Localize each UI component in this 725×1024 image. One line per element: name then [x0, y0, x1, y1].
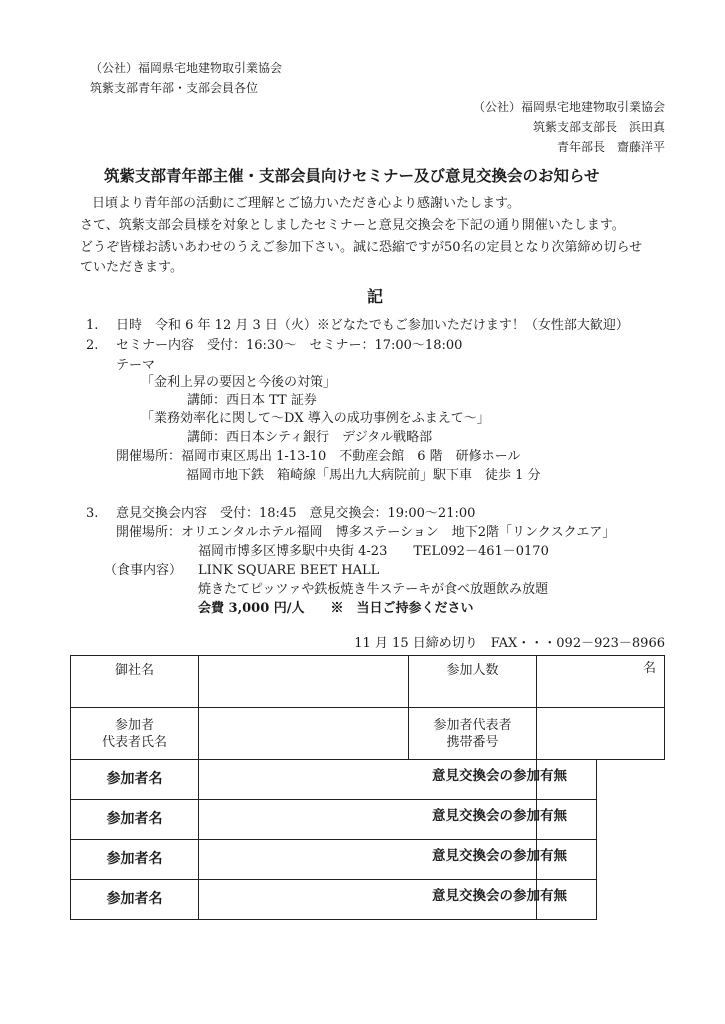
meal-description: 焼きたてピッツァや鉄板焼き牛ステーキが食べ放題飲み放題 [198, 582, 549, 597]
theme-1: 「金利上昇の要因と今後の対策」 [141, 375, 337, 390]
count-unit: 名 [643, 661, 657, 676]
exchange-address: 福岡市博多区博多駅中央街 4-23 TEL092－461－0170 [198, 544, 549, 559]
meal-label: （食事内容） [104, 563, 183, 578]
representative-label-line-1: 参加者 [114, 717, 154, 733]
participant-row [71, 880, 665, 920]
fee-note: 会費 3,000 円/人 ※ 当日ご持参ください [198, 601, 474, 616]
phone-label [409, 708, 537, 760]
item-1-number: 1. [86, 318, 99, 333]
theme-1-speaker: 講師：西日本 TT 証券 [187, 393, 317, 408]
intro-line-4: ていただきます。 [80, 260, 183, 275]
participant-label: 参加者名 [71, 880, 199, 920]
exchange-attendance-label: 意見交換会の参加有無 [432, 768, 567, 784]
form-row-representative [71, 708, 665, 760]
exchange-venue: 開催場所：オリエンタルホテル福岡 博多ステーション 地下2階「リンクスクエア」 [116, 525, 616, 540]
seminar-venue: 開催場所：福岡市東区馬出 1-13-10 不動産会館 6 階 研修ホール [116, 449, 521, 464]
count-label: 参加人数 [409, 656, 537, 708]
exchange-attendance-label: 意見交換会の参加有無 [432, 888, 567, 904]
item-3-number: 3. [86, 506, 99, 521]
phone-field[interactable] [537, 708, 665, 760]
participant-label: 参加者名 [71, 760, 199, 800]
item-1-datetime: 日時 令和 6 年 12 月 3 日（火）※どなたでもご参加いただけます！（女性部大歓迎） [116, 318, 629, 333]
intro-line-3: どうぞ皆様お誘いあわせのうえご参加下さい。誠に恐縮ですが50名の定員となり次第締め切らせ [80, 240, 643, 255]
representative-label [71, 708, 199, 760]
phone-label-line-1: 参加者代表者 [433, 717, 512, 733]
representative-label-line-2: 代表者氏名 [101, 734, 167, 750]
exchange-attendance-label: 意見交換会の参加有無 [432, 808, 567, 824]
item-2-number: 2. [86, 338, 99, 353]
item-3-exchange: 意見交換会内容 受付：18:45 意見交換会：19:00～21:00 [116, 506, 476, 521]
sender-line-2: 筑紫支部支部長 浜田真 [532, 120, 665, 134]
company-label: 御社名 [71, 656, 199, 708]
theme-2-speaker: 講師：西日本シティ銀行 デジタル戦略部 [187, 430, 433, 445]
participant-row [71, 760, 665, 800]
phone-label-line-2: 携帯番号 [446, 734, 499, 750]
recipient-line-1: （公社）福岡県宅地建物取引業協会 [90, 61, 283, 75]
form-row-company [71, 656, 665, 708]
count-field[interactable] [537, 656, 665, 708]
deadline-fax: 11 月 15 日締め切り FAX・・・092－923－8966 [354, 636, 665, 651]
exchange-attendance-label: 意見交換会の参加有無 [432, 848, 567, 864]
meal-place: LINK SQUARE BEET HALL [198, 563, 380, 578]
theme-2: 「業務効率化に関して～DX 導入の成功事例をふまえて～」 [141, 411, 490, 426]
ki-heading: 記 [367, 287, 384, 306]
sender-line-1: （公社）福岡県宅地建物取引業協会 [472, 100, 665, 114]
registration-form [70, 655, 665, 920]
document-title: 筑紫支部青年部主催・支部会員向けセミナー及び意見交換会のお知らせ [104, 166, 600, 185]
participant-label: 参加者名 [71, 800, 199, 840]
participant-row [71, 800, 665, 840]
sender-line-3: 青年部長 齋藤洋平 [556, 140, 665, 154]
theme-label: テーマ [116, 358, 156, 373]
participant-label: 参加者名 [71, 840, 199, 880]
seminar-access: 福岡市地下鉄 箱崎線「馬出九大病院前」駅下車 徒歩 1 分 [186, 468, 541, 483]
representative-name-field[interactable] [199, 708, 409, 760]
intro-line-1: 日頃より青年部の活動にご理解とご協力いただき心より感謝いたします。 [92, 196, 520, 211]
intro-line-2: さて、筑紫支部会員様を対象としましたセミナーと意見交換会を下記の通り開催いたします。 [80, 218, 625, 233]
company-field[interactable] [199, 656, 409, 708]
item-2-seminar: セミナー内容 受付：16:30～ セミナー：17:00～18:00 [116, 338, 463, 353]
participant-row [71, 840, 665, 880]
recipient-line-2: 筑紫支部青年部・支部会員各位 [90, 81, 259, 95]
